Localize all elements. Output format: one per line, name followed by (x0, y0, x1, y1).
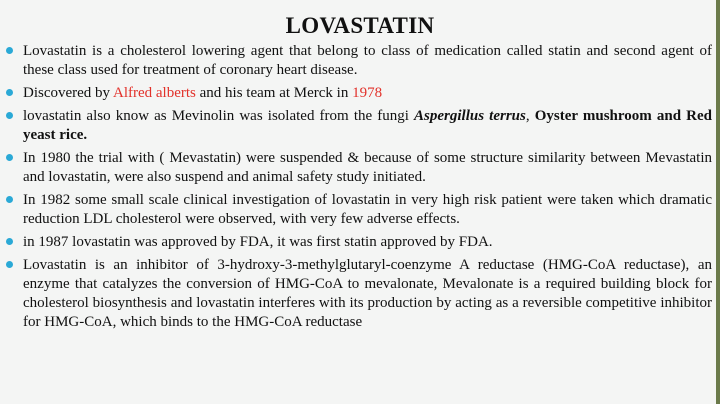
discovery-year: 1978 (352, 85, 383, 101)
slide-title: LOVASTATIN (285, 13, 435, 38)
bullet-item-1987-approval (6, 233, 712, 252)
bullet-dot-icon (6, 112, 13, 119)
bullet-dot-icon (6, 196, 13, 203)
bullet-item-mechanism (6, 256, 712, 332)
bullet-dot-icon (6, 154, 13, 161)
bullet-text: In 1980 the trial with ( Mevastatin) were suspended & because of some structure similarity between Mevastatin and lovastatin, were also suspend and animal safety study initiated. (23, 150, 712, 185)
bullet-item-1982-investigation (6, 191, 712, 229)
bullet-dot-icon (6, 89, 13, 96)
bullet-text: Lovastatin is a cholesterol lowering agent that belong to class of medication called statin and second agent of these class used for treatment of coronary heart disease. (23, 43, 712, 78)
bullet-text-pre: lovastatin also know as Mevinolin was isolated from the fungi (23, 108, 415, 124)
bullet-item-1980-trial (6, 149, 712, 187)
fungus-species: Aspergillus terrus (414, 108, 526, 124)
slide-accent-bar (716, 0, 720, 404)
bullet-text-comma: , (525, 108, 535, 124)
bullet-dot-icon (6, 238, 13, 245)
bullet-text: Lovastatin is an inhibitor of 3-hydroxy-3-methylglutaryl-coenzyme A reductase (HMG-CoA reductase), an enzyme that catalyzes the conversion of HMG-CoA to mevalonate, Mevalonate is a required building block for cholesterol biosynthesis and lovastatin interferes with its production by acting as a reversible competitive inhibitor for HMG-CoA, which binds to the HMG-CoA reductase (23, 257, 712, 330)
bullet-dot-icon (6, 261, 13, 268)
bullet-item-definition (6, 42, 712, 80)
bullet-text: in 1987 lovastatin was approved by FDA, it was first statin approved by FDA. (23, 234, 493, 250)
bullet-text-pre: Discovered by (23, 85, 113, 101)
discoverer-name: Alfred alberts (112, 85, 196, 101)
bullet-text: In 1982 some small scale clinical investigation of lovastatin in very high risk patient were taken which dramatic reduction LDL cholesterol were observed, with very few adverse effects. (23, 192, 712, 227)
bullet-list (0, 42, 720, 332)
other-sources: Oyster mushroom and Red yeast rice. (23, 108, 712, 143)
bullet-text-mid: and his team at Merck in (195, 85, 353, 101)
bullet-dot-icon (6, 47, 13, 54)
bullet-item-sources (6, 107, 712, 145)
bullet-item-discovery (6, 84, 712, 103)
